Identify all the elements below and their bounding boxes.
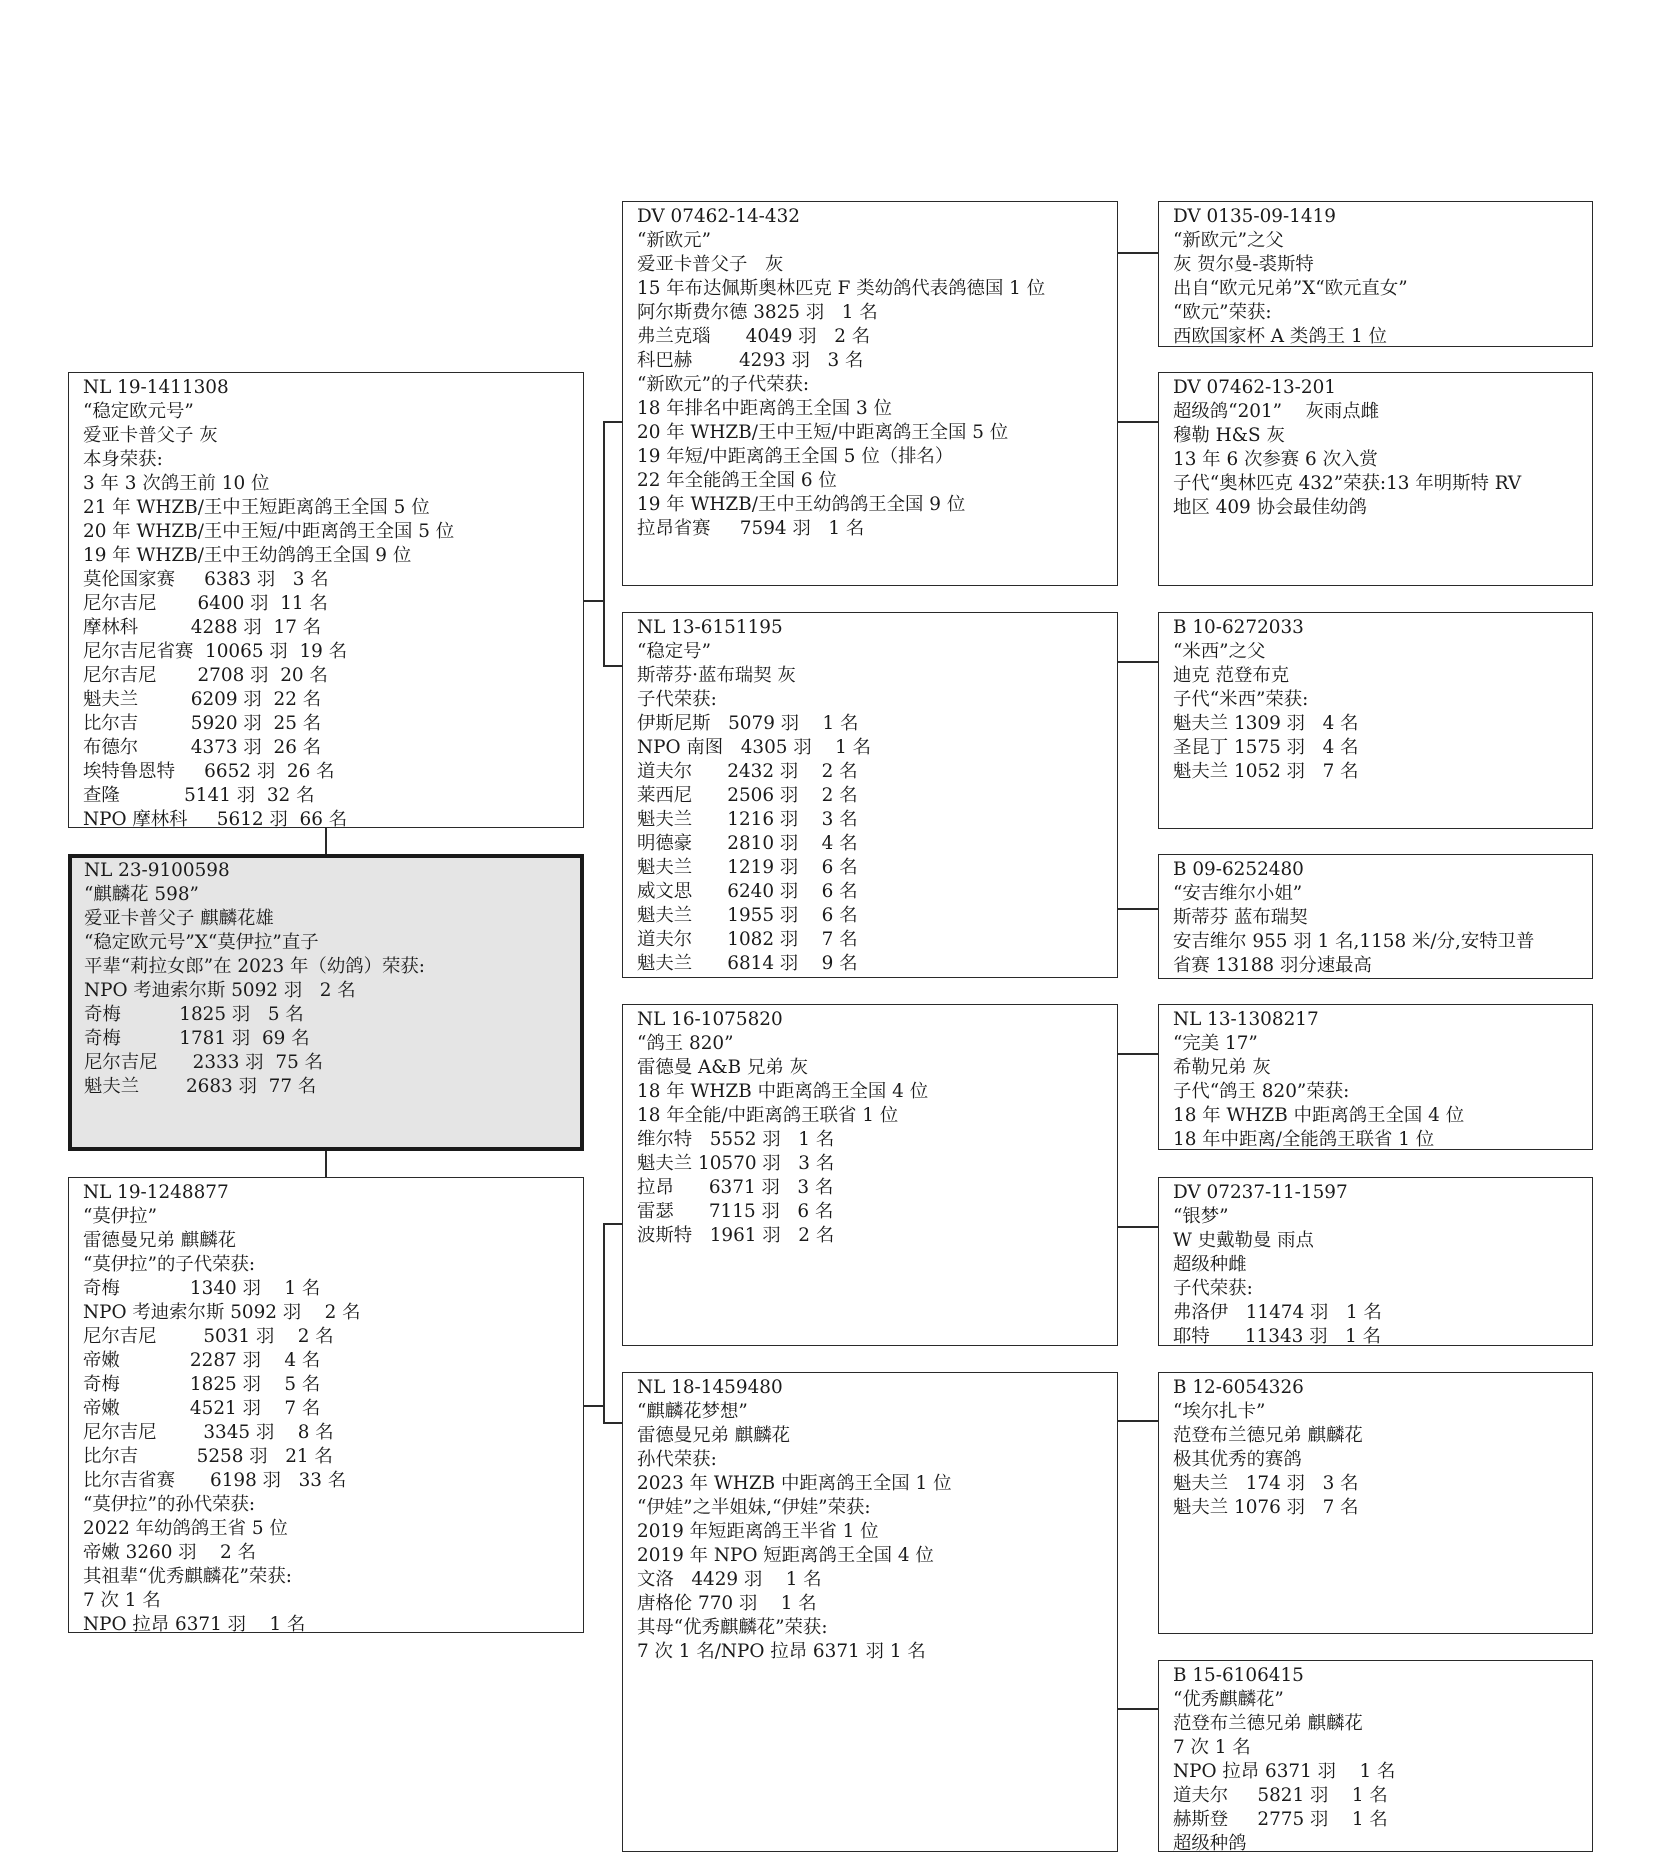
pigeon-name: “完美 17” bbox=[1173, 1033, 1258, 1054]
ring-number: NL 16-1075820 bbox=[637, 1009, 783, 1030]
pedigree-line: NPO 南图 4305 羽 1 名 bbox=[637, 737, 872, 758]
sire-card bbox=[68, 372, 584, 828]
connector-ds-to-dsd bbox=[1118, 1226, 1158, 1228]
pedigree-line: 3 年 3 次鸽王前 10 位 bbox=[83, 473, 270, 494]
pedigree-line: 莱西尼 2506 羽 2 名 bbox=[637, 785, 858, 806]
pedigree-line: 出自“欧元兄弟”X“欧元直女” bbox=[1173, 278, 1408, 299]
pedigree-line: 平辈“莉拉女郎”在 2023 年（幼鸽）荣获: bbox=[84, 956, 425, 977]
pedigree-line: 斯蒂芬·蓝布瑞契 灰 bbox=[637, 665, 796, 686]
pedigree-line: 魁夫兰 1052 羽 7 名 bbox=[1173, 761, 1359, 782]
pedigree-line: 魁夫兰 1216 羽 3 名 bbox=[637, 809, 858, 830]
pedigree-line: “伊娃”之半姐妹,“伊娃”荣获: bbox=[637, 1497, 871, 1518]
pedigree-line: 尼尔吉尼 2333 羽 75 名 bbox=[84, 1052, 324, 1073]
ring-number: NL 13-6151195 bbox=[637, 617, 783, 638]
pedigree-line: 穆勒 H&S 灰 bbox=[1173, 425, 1285, 446]
pedigree-line: 魁夫兰 1955 羽 6 名 bbox=[637, 905, 858, 926]
pedigree-line: 尼尔吉尼 2708 羽 20 名 bbox=[83, 665, 328, 686]
pedigree-line: 地区 409 协会最佳幼鸽 bbox=[1173, 497, 1367, 518]
dam-sire-card bbox=[622, 1004, 1118, 1346]
ring-number: B 10-6272033 bbox=[1173, 617, 1304, 638]
pedigree-line: 魁夫兰 6209 羽 22 名 bbox=[83, 689, 322, 710]
pedigree-line: 超级种鸽 bbox=[1173, 1833, 1247, 1852]
pedigree-line: 18 年全能/中距离鸽王联省 1 位 bbox=[637, 1105, 899, 1126]
pedigree-line: 超级种雌 bbox=[1173, 1254, 1247, 1275]
pedigree-line: 子代荣获: bbox=[637, 689, 717, 710]
pedigree-line: 尼尔吉尼 6400 羽 11 名 bbox=[83, 593, 328, 614]
pedigree-line: 奇梅 1825 羽 5 名 bbox=[83, 1374, 321, 1395]
pedigree-line: 奇梅 1825 羽 5 名 bbox=[84, 1004, 304, 1025]
dam-sire-sire-card bbox=[1158, 1004, 1593, 1150]
pigeon-name: “新欧元”之父 bbox=[1173, 230, 1284, 251]
pedigree-line: 伊斯尼斯 5079 羽 1 名 bbox=[637, 713, 859, 734]
connector-sd-to-sds bbox=[1118, 661, 1158, 663]
pedigree-line: 其母“优秀麒麟花”荣获: bbox=[637, 1617, 828, 1638]
dam-sire-dam-card bbox=[1158, 1177, 1593, 1346]
pedigree-line: 20 年 WHZB/王中王短/中距离鸽王全国 5 位 bbox=[637, 422, 1009, 443]
pigeon-name: “麒麟花梦想” bbox=[637, 1401, 748, 1422]
pedigree-line: 奇梅 1781 羽 69 名 bbox=[84, 1028, 310, 1049]
pedigree-line: 省赛 13188 羽分速最高 bbox=[1173, 955, 1372, 976]
pedigree-line: 子代“鸽王 820”荣获: bbox=[1173, 1081, 1350, 1102]
pedigree-line: 爱亚卡普父子 灰 bbox=[637, 254, 784, 275]
pedigree-line: NPO 摩林科 5612 羽 66 名 bbox=[83, 809, 348, 828]
pedigree-line: 魁夫兰 1309 羽 4 名 bbox=[1173, 713, 1359, 734]
sire-sire-sire-card bbox=[1158, 201, 1593, 347]
pedigree-line: 魁夫兰 10570 羽 3 名 bbox=[637, 1153, 835, 1174]
dam-dam-sire-card bbox=[1158, 1372, 1593, 1634]
sire-dam-sire-card bbox=[1158, 612, 1593, 829]
pedigree-line: 科巴赫 4293 羽 3 名 bbox=[637, 350, 864, 371]
pedigree-line: 尼尔吉尼省赛 10065 羽 19 名 bbox=[83, 641, 348, 662]
pigeon-name: “优秀麒麟花” bbox=[1173, 1689, 1284, 1710]
pedigree-line: 希勒兄弟 灰 bbox=[1173, 1057, 1271, 1078]
pedigree-line: 查隆 5141 羽 32 名 bbox=[83, 785, 315, 806]
pedigree-line: 19 年 WHZB/王中王幼鸽鸽王全国 9 位 bbox=[83, 545, 412, 566]
connector-dam-vertical bbox=[603, 1223, 605, 1423]
sire-dam-card bbox=[622, 612, 1118, 978]
pedigree-line: 维尔特 5552 羽 1 名 bbox=[637, 1129, 835, 1150]
pedigree-line: 18 年排名中距离鸽王全国 3 位 bbox=[637, 398, 892, 419]
ring-number: DV 07462-14-432 bbox=[637, 206, 800, 227]
pigeon-name: “米西”之父 bbox=[1173, 641, 1266, 662]
ring-number: B 12-6054326 bbox=[1173, 1377, 1304, 1398]
pigeon-name: “埃尔扎卡” bbox=[1173, 1401, 1266, 1422]
pedigree-line: 唐格伦 770 羽 1 名 bbox=[637, 1593, 817, 1614]
pedigree-line: 摩林科 4288 羽 17 名 bbox=[83, 617, 322, 638]
pedigree-line: 比尔吉 5258 羽 21 名 bbox=[83, 1446, 333, 1467]
connector-sire-to-ss bbox=[603, 421, 622, 423]
pedigree-line: 弗兰克瑙 4049 羽 2 名 bbox=[637, 326, 871, 347]
ring-number: NL 13-1308217 bbox=[1173, 1009, 1319, 1030]
pigeon-name: “稳定号” bbox=[637, 641, 711, 662]
pedigree-line: NPO 考迪索尔斯 5092 羽 2 名 bbox=[84, 980, 356, 1001]
pedigree-line: NPO 拉昂 6371 羽 1 名 bbox=[83, 1614, 306, 1633]
pedigree-line: 7 次 1 名 bbox=[1173, 1737, 1251, 1758]
pedigree-line: 道夫尔 5821 羽 1 名 bbox=[1173, 1785, 1388, 1806]
pedigree-line: 帝嫩 2287 羽 4 名 bbox=[83, 1350, 321, 1371]
pedigree-line: 耶特 11343 羽 1 名 bbox=[1173, 1326, 1382, 1346]
sire-sire-dam-card bbox=[1158, 372, 1593, 586]
pedigree-line: 明德豪 2810 羽 4 名 bbox=[637, 833, 858, 854]
dam-card bbox=[68, 1177, 584, 1633]
connector-dam-to-ds bbox=[603, 1223, 622, 1225]
pedigree-line: 帝嫩 4521 羽 7 名 bbox=[83, 1398, 321, 1419]
ring-number: DV 07462-13-201 bbox=[1173, 377, 1336, 398]
sire-sire-card bbox=[622, 201, 1118, 586]
ring-number: NL 19-1411308 bbox=[83, 377, 229, 398]
pedigree-line: 孙代荣获: bbox=[637, 1449, 717, 1470]
sire-dam-dam-card bbox=[1158, 854, 1593, 979]
pedigree-line: 18 年 WHZB 中距离鸽王全国 4 位 bbox=[637, 1081, 929, 1102]
connector-dam-to-dd bbox=[603, 1422, 622, 1424]
pedigree-line: 布德尔 4373 羽 26 名 bbox=[83, 737, 322, 758]
pedigree-line: 2019 年 NPO 短距离鸽王全国 4 位 bbox=[637, 1545, 934, 1566]
pedigree-line: 圣昆丁 1575 羽 4 名 bbox=[1173, 737, 1359, 758]
pedigree-line: 子代“奥林匹克 432”荣获:13 年明斯特 RV bbox=[1173, 473, 1522, 494]
pedigree-line: 21 年 WHZB/王中王短距离鸽王全国 5 位 bbox=[83, 497, 430, 518]
pigeon-name: “安吉维尔小姐” bbox=[1173, 883, 1303, 904]
pedigree-line: 奇梅 1340 羽 1 名 bbox=[83, 1278, 321, 1299]
pigeon-name: 超级鸽“201” 灰雨点雌 bbox=[1173, 401, 1380, 422]
dam-dam-card bbox=[622, 1372, 1118, 1852]
pigeon-name: “银梦” bbox=[1173, 1206, 1229, 1227]
ring-number: B 09-6252480 bbox=[1173, 859, 1304, 880]
pedigree-line: 拉昂省赛 7594 羽 1 名 bbox=[637, 518, 865, 539]
pedigree-line: 13 年 6 次参赛 6 次入赏 bbox=[1173, 449, 1378, 470]
connector-subject-sire bbox=[325, 828, 327, 854]
pedigree-line: 道夫尔 2432 羽 2 名 bbox=[637, 761, 858, 782]
ring-number: NL 19-1248877 bbox=[83, 1182, 229, 1203]
pedigree-line: 阿尔斯费尔德 3825 羽 1 名 bbox=[637, 302, 878, 323]
pedigree-line: NPO 拉昂 6371 羽 1 名 bbox=[1173, 1761, 1396, 1782]
connector-ds-to-dss bbox=[1118, 1053, 1158, 1055]
pedigree-line: 范登布兰德兄弟 麒麟花 bbox=[1173, 1713, 1363, 1734]
connector-sire-vertical bbox=[603, 421, 605, 666]
ring-number: DV 0135-09-1419 bbox=[1173, 206, 1336, 227]
pedigree-line: 道夫尔 1082 羽 7 名 bbox=[637, 929, 858, 950]
pedigree-line: 魁夫兰 1076 羽 7 名 bbox=[1173, 1497, 1359, 1518]
pedigree-line: 迪克 范登布克 bbox=[1173, 665, 1290, 686]
pedigree-line: 魁夫兰 1219 羽 6 名 bbox=[637, 857, 858, 878]
pedigree-line: 范登布兰德兄弟 麒麟花 bbox=[1173, 1425, 1363, 1446]
connector-sire-trunk bbox=[584, 600, 603, 602]
connector-sd-to-sdd bbox=[1118, 908, 1158, 910]
pedigree-line: 拉昂 6371 羽 3 名 bbox=[637, 1177, 834, 1198]
pedigree-line: 赫斯登 2775 羽 1 名 bbox=[1173, 1809, 1388, 1830]
pedigree-line: 爱亚卡普父子 灰 bbox=[83, 425, 218, 446]
pedigree-line: 18 年 WHZB 中距离鸽王全国 4 位 bbox=[1173, 1105, 1465, 1126]
pigeon-name: “鸽王 820” bbox=[637, 1033, 734, 1054]
pedigree-line: 19 年 WHZB/王中王幼鸽鸽王全国 9 位 bbox=[637, 494, 966, 515]
pedigree-line: 比尔吉 5920 羽 25 名 bbox=[83, 713, 322, 734]
pedigree-line: 莫伦国家赛 6383 羽 3 名 bbox=[83, 569, 329, 590]
pedigree-line: 斯蒂芬 蓝布瑞契 bbox=[1173, 907, 1308, 928]
connector-dd-to-dds bbox=[1118, 1420, 1158, 1422]
pigeon-name: “稳定欧元号” bbox=[83, 401, 194, 422]
pedigree-line: 魁夫兰 174 羽 3 名 bbox=[1173, 1473, 1359, 1494]
pedigree-line: 雷德曼 A&B 兄弟 灰 bbox=[637, 1057, 809, 1078]
pedigree-line: 威文思 6240 羽 6 名 bbox=[637, 881, 858, 902]
pedigree-line: “新欧元”的子代荣获: bbox=[637, 374, 810, 395]
pedigree-line: 比尔吉省赛 6198 羽 33 名 bbox=[83, 1470, 347, 1491]
pedigree-line: 雷德曼兄弟 麒麟花 bbox=[83, 1230, 236, 1251]
pedigree-line: 7 次 1 名/NPO 拉昂 6371 羽 1 名 bbox=[637, 1641, 926, 1662]
pedigree-line: 其祖辈“优秀麒麟花”荣获: bbox=[83, 1566, 292, 1587]
pedigree-line: 15 年布达佩斯奥林匹克 F 类幼鸽代表鸽德国 1 位 bbox=[637, 278, 1046, 299]
pedigree-line: “稳定欧元号”X“莫伊拉”直子 bbox=[84, 932, 319, 953]
pedigree-line: NPO 考迪索尔斯 5092 羽 2 名 bbox=[83, 1302, 361, 1323]
pedigree-line: 本身荣获: bbox=[83, 449, 163, 470]
connector-sire-to-sd bbox=[603, 665, 622, 667]
connector-ss-to-ssd bbox=[1118, 421, 1158, 423]
pigeon-name: “新欧元” bbox=[637, 230, 711, 251]
pedigree-line: 2019 年短距离鸽王半省 1 位 bbox=[637, 1521, 879, 1542]
pedigree-line: 爱亚卡普父子 麒麟花雄 bbox=[84, 908, 274, 929]
subject-pigeon-card bbox=[68, 854, 584, 1151]
ring-number: NL 18-1459480 bbox=[637, 1377, 783, 1398]
pedigree-line: 7 次 1 名 bbox=[83, 1590, 161, 1611]
pedigree-line: 雷德曼兄弟 麒麟花 bbox=[637, 1425, 790, 1446]
dam-dam-dam-card bbox=[1158, 1660, 1593, 1852]
connector-dd-to-ddd bbox=[1118, 1708, 1158, 1710]
pedigree-line: “莫伊拉”的孙代荣获: bbox=[83, 1494, 256, 1515]
connector-dam-trunk bbox=[584, 1405, 603, 1407]
pigeon-name: “莫伊拉” bbox=[83, 1206, 157, 1227]
pedigree-line: 20 年 WHZB/王中王短/中距离鸽王全国 5 位 bbox=[83, 521, 455, 542]
pedigree-line: 弗洛伊 11474 羽 1 名 bbox=[1173, 1302, 1382, 1323]
pedigree-line: 帝嫩 3260 羽 2 名 bbox=[83, 1542, 256, 1563]
pedigree-line: 灰 贺尔曼-裘斯特 bbox=[1173, 254, 1314, 275]
pedigree-line: “莫伊拉”的子代荣获: bbox=[83, 1254, 256, 1275]
pedigree-line: 尼尔吉尼 5031 羽 2 名 bbox=[83, 1326, 334, 1347]
pedigree-line: 安吉维尔 955 羽 1 名,1158 米/分,安特卫普 bbox=[1173, 931, 1535, 952]
ring-number: NL 23-9100598 bbox=[84, 860, 230, 881]
pedigree-line: 波斯特 1961 羽 2 名 bbox=[637, 1225, 835, 1246]
pedigree-line: 22 年全能鸽王全国 6 位 bbox=[637, 470, 837, 491]
pedigree-line: 18 年中距离/全能鸽王联省 1 位 bbox=[1173, 1129, 1435, 1150]
pedigree-line: 子代荣获: bbox=[1173, 1278, 1253, 1299]
connector-ss-to-sss bbox=[1118, 252, 1158, 254]
pedigree-line: 埃特鲁恩特 6652 羽 26 名 bbox=[83, 761, 335, 782]
pedigree-line: 子代“米西”荣获: bbox=[1173, 689, 1309, 710]
pedigree-line: 极其优秀的赛鸽 bbox=[1173, 1449, 1302, 1470]
pedigree-line: 魁夫兰 6814 羽 9 名 bbox=[637, 953, 858, 974]
pedigree-line: 文洛 4429 羽 1 名 bbox=[637, 1569, 822, 1590]
pedigree-line: 2023 年 WHZB 中距离鸽王全国 1 位 bbox=[637, 1473, 952, 1494]
pedigree-line: 尼尔吉尼 3345 羽 8 名 bbox=[83, 1422, 334, 1443]
pedigree-line: 2022 年幼鸽鸽王省 5 位 bbox=[83, 1518, 288, 1539]
ring-number: B 15-6106415 bbox=[1173, 1665, 1304, 1686]
pedigree-line: 西欧国家杯 A 类鸽王 1 位 bbox=[1173, 326, 1387, 347]
pedigree-line: 19 年短/中距离鸽王全国 5 位（排名） bbox=[637, 446, 954, 467]
pedigree-line: W 史戴勒曼 雨点 bbox=[1173, 1230, 1314, 1251]
pedigree-line: 魁夫兰 2683 羽 77 名 bbox=[84, 1076, 317, 1097]
connector-subject-dam bbox=[325, 1151, 327, 1177]
ring-number: DV 07237-11-1597 bbox=[1173, 1182, 1348, 1203]
pedigree-line: “欧元”荣获: bbox=[1173, 302, 1272, 323]
pigeon-name: “麒麟花 598” bbox=[84, 884, 199, 905]
pedigree-line: 雷瑟 7115 羽 6 名 bbox=[637, 1201, 834, 1222]
